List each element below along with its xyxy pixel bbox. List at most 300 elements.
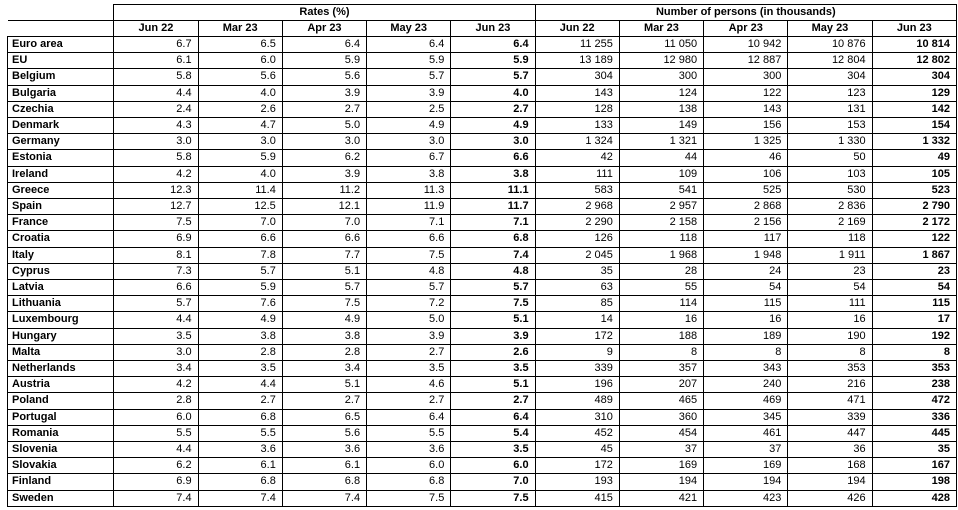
country-cell: Bulgaria — [8, 85, 114, 101]
rate-cell: 5.7 — [451, 280, 535, 296]
table-row — [8, 118, 957, 134]
table-row — [8, 442, 957, 458]
rate-cell: 6.0 — [451, 458, 535, 474]
rate-cell: 5.1 — [282, 377, 366, 393]
period-header-row — [8, 21, 957, 37]
persons-cell: 194 — [788, 474, 872, 490]
persons-cell: 300 — [619, 69, 703, 85]
persons-cell: 345 — [704, 409, 788, 425]
persons-cell: 118 — [788, 231, 872, 247]
persons-cell: 12 802 — [872, 53, 956, 69]
table-row — [8, 361, 957, 377]
country-cell: Lithuania — [8, 296, 114, 312]
rate-cell: 11.9 — [367, 199, 451, 215]
persons-cell: 2 172 — [872, 215, 956, 231]
persons-cell: 129 — [872, 85, 956, 101]
rate-cell: 6.4 — [367, 37, 451, 53]
persons-cell: 357 — [619, 361, 703, 377]
persons-cell: 16 — [788, 312, 872, 328]
rate-cell: 3.6 — [198, 442, 282, 458]
persons-cell: 37 — [619, 442, 703, 458]
table-row — [8, 409, 957, 425]
rate-cell: 5.9 — [198, 150, 282, 166]
rate-cell: 2.6 — [198, 101, 282, 117]
persons-cell: 525 — [704, 182, 788, 198]
rate-cell: 7.2 — [367, 296, 451, 312]
persons-cell: 8 — [788, 344, 872, 360]
rate-cell: 4.3 — [114, 118, 198, 134]
persons-cell: 8 — [872, 344, 956, 360]
rate-cell: 4.8 — [451, 263, 535, 279]
rate-cell: 6.8 — [282, 474, 366, 490]
rates-period-header: Mar 23 — [198, 21, 282, 37]
rate-cell: 7.8 — [198, 247, 282, 263]
rate-cell: 4.0 — [198, 166, 282, 182]
rate-cell: 7.4 — [114, 490, 198, 506]
country-cell: Euro area — [8, 37, 114, 53]
rate-cell: 5.6 — [282, 425, 366, 441]
rate-cell: 6.9 — [114, 231, 198, 247]
persons-cell: 63 — [535, 280, 619, 296]
rate-cell: 3.9 — [451, 328, 535, 344]
persons-cell: 172 — [535, 328, 619, 344]
country-cell: Netherlands — [8, 361, 114, 377]
rate-cell: 5.8 — [114, 69, 198, 85]
rate-cell: 3.6 — [282, 442, 366, 458]
persons-cell: 111 — [788, 296, 872, 312]
rate-cell: 5.0 — [367, 312, 451, 328]
persons-cell: 1 321 — [619, 134, 703, 150]
rate-cell: 7.4 — [198, 490, 282, 506]
persons-cell: 167 — [872, 458, 956, 474]
table-row — [8, 425, 957, 441]
rate-cell: 6.5 — [282, 409, 366, 425]
persons-cell: 461 — [704, 425, 788, 441]
country-cell: Estonia — [8, 150, 114, 166]
rate-cell: 5.7 — [114, 296, 198, 312]
persons-cell: 2 868 — [704, 199, 788, 215]
persons-cell: 35 — [535, 263, 619, 279]
rate-cell: 3.4 — [282, 361, 366, 377]
table-row — [8, 85, 957, 101]
persons-period-header: May 23 — [788, 21, 872, 37]
persons-cell: 168 — [788, 458, 872, 474]
rate-cell: 6.8 — [198, 409, 282, 425]
rate-cell: 3.8 — [367, 166, 451, 182]
persons-cell: 123 — [788, 85, 872, 101]
rate-cell: 6.4 — [451, 37, 535, 53]
rates-period-header: May 23 — [367, 21, 451, 37]
country-cell: Poland — [8, 393, 114, 409]
table-row — [8, 458, 957, 474]
persons-cell: 122 — [704, 85, 788, 101]
rate-cell: 7.0 — [451, 474, 535, 490]
persons-cell: 85 — [535, 296, 619, 312]
persons-cell: 9 — [535, 344, 619, 360]
rate-cell: 5.6 — [282, 69, 366, 85]
persons-cell: 118 — [619, 231, 703, 247]
rate-cell: 3.9 — [282, 85, 366, 101]
rate-cell: 3.0 — [367, 134, 451, 150]
persons-cell: 2 957 — [619, 199, 703, 215]
persons-cell: 169 — [619, 458, 703, 474]
persons-cell: 300 — [704, 69, 788, 85]
persons-cell: 2 836 — [788, 199, 872, 215]
country-cell: Greece — [8, 182, 114, 198]
rate-cell: 11.1 — [451, 182, 535, 198]
table-row — [8, 474, 957, 490]
persons-cell: 142 — [872, 101, 956, 117]
rate-cell: 5.9 — [282, 53, 366, 69]
rate-cell: 12.3 — [114, 182, 198, 198]
persons-cell: 105 — [872, 166, 956, 182]
rate-cell: 3.9 — [367, 85, 451, 101]
rate-cell: 2.4 — [114, 101, 198, 117]
persons-cell: 541 — [619, 182, 703, 198]
persons-cell: 54 — [704, 280, 788, 296]
persons-cell: 1 332 — [872, 134, 956, 150]
rate-cell: 6.4 — [282, 37, 366, 53]
persons-cell: 138 — [619, 101, 703, 117]
persons-cell: 2 158 — [619, 215, 703, 231]
rate-cell: 6.7 — [367, 150, 451, 166]
rate-cell: 7.1 — [451, 215, 535, 231]
persons-cell: 2 790 — [872, 199, 956, 215]
country-cell: Latvia — [8, 280, 114, 296]
persons-cell: 193 — [535, 474, 619, 490]
country-cell: Czechia — [8, 101, 114, 117]
rate-cell: 6.8 — [451, 231, 535, 247]
rate-cell: 5.7 — [282, 280, 366, 296]
rate-cell: 6.9 — [114, 474, 198, 490]
table-row — [8, 37, 957, 53]
persons-cell: 169 — [704, 458, 788, 474]
rate-cell: 5.7 — [367, 280, 451, 296]
persons-group-header: Number of persons (in thousands) — [535, 5, 956, 21]
persons-cell: 194 — [704, 474, 788, 490]
country-cell: Cyprus — [8, 263, 114, 279]
rate-cell: 6.0 — [114, 409, 198, 425]
country-cell: France — [8, 215, 114, 231]
persons-cell: 190 — [788, 328, 872, 344]
rate-cell: 12.1 — [282, 199, 366, 215]
rate-cell: 7.0 — [282, 215, 366, 231]
rate-cell: 11.4 — [198, 182, 282, 198]
persons-cell: 339 — [535, 361, 619, 377]
table-row — [8, 247, 957, 263]
rate-cell: 4.6 — [367, 377, 451, 393]
persons-cell: 12 804 — [788, 53, 872, 69]
country-cell: EU — [8, 53, 114, 69]
persons-cell: 16 — [619, 312, 703, 328]
persons-cell: 189 — [704, 328, 788, 344]
persons-cell: 339 — [788, 409, 872, 425]
rate-cell: 3.8 — [282, 328, 366, 344]
table-row — [8, 344, 957, 360]
rate-cell: 5.4 — [451, 425, 535, 441]
persons-cell: 421 — [619, 490, 703, 506]
persons-cell: 117 — [704, 231, 788, 247]
rate-cell: 3.0 — [114, 344, 198, 360]
persons-cell: 360 — [619, 409, 703, 425]
group-header-row — [8, 5, 957, 21]
persons-cell: 149 — [619, 118, 703, 134]
rate-cell: 6.1 — [114, 53, 198, 69]
persons-cell: 194 — [619, 474, 703, 490]
rate-cell: 6.6 — [451, 150, 535, 166]
persons-cell: 304 — [535, 69, 619, 85]
rate-cell: 2.5 — [367, 101, 451, 117]
persons-cell: 238 — [872, 377, 956, 393]
rate-cell: 8.1 — [114, 247, 198, 263]
table-row — [8, 377, 957, 393]
persons-cell: 1 911 — [788, 247, 872, 263]
rate-cell: 7.5 — [367, 490, 451, 506]
rate-cell: 2.7 — [282, 101, 366, 117]
persons-cell: 445 — [872, 425, 956, 441]
persons-cell: 8 — [619, 344, 703, 360]
persons-cell: 10 942 — [704, 37, 788, 53]
country-cell: Sweden — [8, 490, 114, 506]
country-cell: Malta — [8, 344, 114, 360]
persons-cell: 24 — [704, 263, 788, 279]
rate-cell: 2.8 — [198, 344, 282, 360]
rate-cell: 7.6 — [198, 296, 282, 312]
persons-cell: 49 — [872, 150, 956, 166]
country-cell: Ireland — [8, 166, 114, 182]
persons-cell: 12 980 — [619, 53, 703, 69]
persons-cell: 428 — [872, 490, 956, 506]
persons-period-header: Apr 23 — [704, 21, 788, 37]
rate-cell: 4.4 — [114, 312, 198, 328]
persons-cell: 128 — [535, 101, 619, 117]
rate-cell: 5.1 — [451, 312, 535, 328]
persons-cell: 114 — [619, 296, 703, 312]
rate-cell: 4.8 — [367, 263, 451, 279]
rate-cell: 6.1 — [198, 458, 282, 474]
rate-cell: 3.0 — [451, 134, 535, 150]
rates-period-header: Jun 23 — [451, 21, 535, 37]
rate-cell: 2.7 — [282, 393, 366, 409]
persons-cell: 11 050 — [619, 37, 703, 53]
persons-cell: 54 — [872, 280, 956, 296]
rate-cell: 6.4 — [451, 409, 535, 425]
rate-cell: 6.8 — [367, 474, 451, 490]
rate-cell: 5.1 — [282, 263, 366, 279]
table-body — [8, 37, 957, 507]
country-cell: Romania — [8, 425, 114, 441]
persons-cell: 8 — [704, 344, 788, 360]
persons-cell: 12 887 — [704, 53, 788, 69]
persons-cell: 17 — [872, 312, 956, 328]
rate-cell: 5.5 — [114, 425, 198, 441]
corner-cell-sub — [8, 21, 114, 37]
persons-cell: 36 — [788, 442, 872, 458]
persons-cell: 156 — [704, 118, 788, 134]
persons-cell: 2 169 — [788, 215, 872, 231]
rate-cell: 6.5 — [198, 37, 282, 53]
persons-cell: 124 — [619, 85, 703, 101]
persons-cell: 11 255 — [535, 37, 619, 53]
persons-cell: 304 — [872, 69, 956, 85]
rate-cell: 4.9 — [198, 312, 282, 328]
rate-cell: 6.4 — [367, 409, 451, 425]
persons-cell: 115 — [872, 296, 956, 312]
persons-cell: 122 — [872, 231, 956, 247]
table-row — [8, 53, 957, 69]
country-cell: Croatia — [8, 231, 114, 247]
table-row — [8, 166, 957, 182]
persons-cell: 426 — [788, 490, 872, 506]
rate-cell: 4.9 — [367, 118, 451, 134]
persons-cell: 469 — [704, 393, 788, 409]
rate-cell: 4.7 — [198, 118, 282, 134]
table-row — [8, 231, 957, 247]
persons-period-header: Jun 23 — [872, 21, 956, 37]
rate-cell: 5.1 — [451, 377, 535, 393]
persons-cell: 37 — [704, 442, 788, 458]
rate-cell: 7.5 — [114, 215, 198, 231]
rate-cell: 7.5 — [451, 296, 535, 312]
rate-cell: 6.2 — [282, 150, 366, 166]
persons-cell: 154 — [872, 118, 956, 134]
rate-cell: 5.8 — [114, 150, 198, 166]
rate-cell: 7.7 — [282, 247, 366, 263]
rate-cell: 4.4 — [114, 442, 198, 458]
persons-cell: 45 — [535, 442, 619, 458]
persons-cell: 192 — [872, 328, 956, 344]
country-cell: Finland — [8, 474, 114, 490]
rate-cell: 2.8 — [114, 393, 198, 409]
rates-period-header: Apr 23 — [282, 21, 366, 37]
rate-cell: 3.9 — [367, 328, 451, 344]
rate-cell: 12.7 — [114, 199, 198, 215]
country-cell: Slovakia — [8, 458, 114, 474]
rate-cell: 2.7 — [367, 393, 451, 409]
table-row — [8, 101, 957, 117]
persons-cell: 13 189 — [535, 53, 619, 69]
persons-cell: 452 — [535, 425, 619, 441]
persons-cell: 423 — [704, 490, 788, 506]
persons-cell: 16 — [704, 312, 788, 328]
rate-cell: 3.5 — [114, 328, 198, 344]
rate-cell: 5.7 — [198, 263, 282, 279]
rate-cell: 5.5 — [198, 425, 282, 441]
persons-cell: 10 814 — [872, 37, 956, 53]
persons-cell: 523 — [872, 182, 956, 198]
persons-cell: 35 — [872, 442, 956, 458]
rates-group-header: Rates (%) — [114, 5, 535, 21]
persons-cell: 10 876 — [788, 37, 872, 53]
rate-cell: 5.9 — [451, 53, 535, 69]
rate-cell: 3.0 — [198, 134, 282, 150]
rate-cell: 5.6 — [198, 69, 282, 85]
persons-cell: 196 — [535, 377, 619, 393]
persons-cell: 2 156 — [704, 215, 788, 231]
rate-cell: 7.5 — [367, 247, 451, 263]
persons-cell: 207 — [619, 377, 703, 393]
table-row — [8, 199, 957, 215]
rate-cell: 6.7 — [114, 37, 198, 53]
persons-cell: 310 — [535, 409, 619, 425]
table-row — [8, 280, 957, 296]
rate-cell: 5.0 — [282, 118, 366, 134]
country-cell: Luxembourg — [8, 312, 114, 328]
persons-cell: 50 — [788, 150, 872, 166]
country-cell: Denmark — [8, 118, 114, 134]
rate-cell: 2.7 — [367, 344, 451, 360]
persons-cell: 454 — [619, 425, 703, 441]
rate-cell: 4.4 — [114, 85, 198, 101]
rate-cell: 6.0 — [198, 53, 282, 69]
persons-cell: 583 — [535, 182, 619, 198]
rate-cell: 5.7 — [451, 69, 535, 85]
persons-cell: 106 — [704, 166, 788, 182]
rate-cell: 7.4 — [282, 490, 366, 506]
rate-cell: 7.1 — [367, 215, 451, 231]
rate-cell: 5.5 — [367, 425, 451, 441]
rate-cell: 7.3 — [114, 263, 198, 279]
table-row — [8, 312, 957, 328]
persons-cell: 1 867 — [872, 247, 956, 263]
persons-cell: 143 — [535, 85, 619, 101]
rate-cell: 12.5 — [198, 199, 282, 215]
rate-cell: 3.0 — [282, 134, 366, 150]
table-row — [8, 69, 957, 85]
country-cell: Spain — [8, 199, 114, 215]
table-row — [8, 263, 957, 279]
rates-period-header: Jun 22 — [114, 21, 198, 37]
rate-cell: 2.7 — [198, 393, 282, 409]
persons-cell: 2 290 — [535, 215, 619, 231]
country-cell: Slovenia — [8, 442, 114, 458]
country-cell: Germany — [8, 134, 114, 150]
country-cell: Hungary — [8, 328, 114, 344]
table-row — [8, 393, 957, 409]
rate-cell: 3.8 — [198, 328, 282, 344]
persons-cell: 1 948 — [704, 247, 788, 263]
corner-cell — [8, 5, 114, 21]
persons-cell: 23 — [788, 263, 872, 279]
table-row — [8, 134, 957, 150]
rate-cell: 2.6 — [451, 344, 535, 360]
persons-cell: 42 — [535, 150, 619, 166]
country-cell: Belgium — [8, 69, 114, 85]
rate-cell: 7.5 — [282, 296, 366, 312]
rate-cell: 7.4 — [451, 247, 535, 263]
rate-cell: 6.1 — [282, 458, 366, 474]
persons-cell: 336 — [872, 409, 956, 425]
rate-cell: 3.5 — [451, 442, 535, 458]
rate-cell: 4.2 — [114, 166, 198, 182]
table-row — [8, 296, 957, 312]
persons-cell: 353 — [872, 361, 956, 377]
persons-cell: 472 — [872, 393, 956, 409]
rate-cell: 6.6 — [198, 231, 282, 247]
rate-cell: 11.3 — [367, 182, 451, 198]
persons-cell: 131 — [788, 101, 872, 117]
persons-cell: 153 — [788, 118, 872, 134]
persons-cell: 530 — [788, 182, 872, 198]
persons-period-header: Mar 23 — [619, 21, 703, 37]
persons-cell: 1 325 — [704, 134, 788, 150]
rate-cell: 6.2 — [114, 458, 198, 474]
rate-cell: 5.9 — [198, 280, 282, 296]
table-row — [8, 150, 957, 166]
rate-cell: 4.9 — [282, 312, 366, 328]
persons-cell: 2 045 — [535, 247, 619, 263]
persons-cell: 133 — [535, 118, 619, 134]
